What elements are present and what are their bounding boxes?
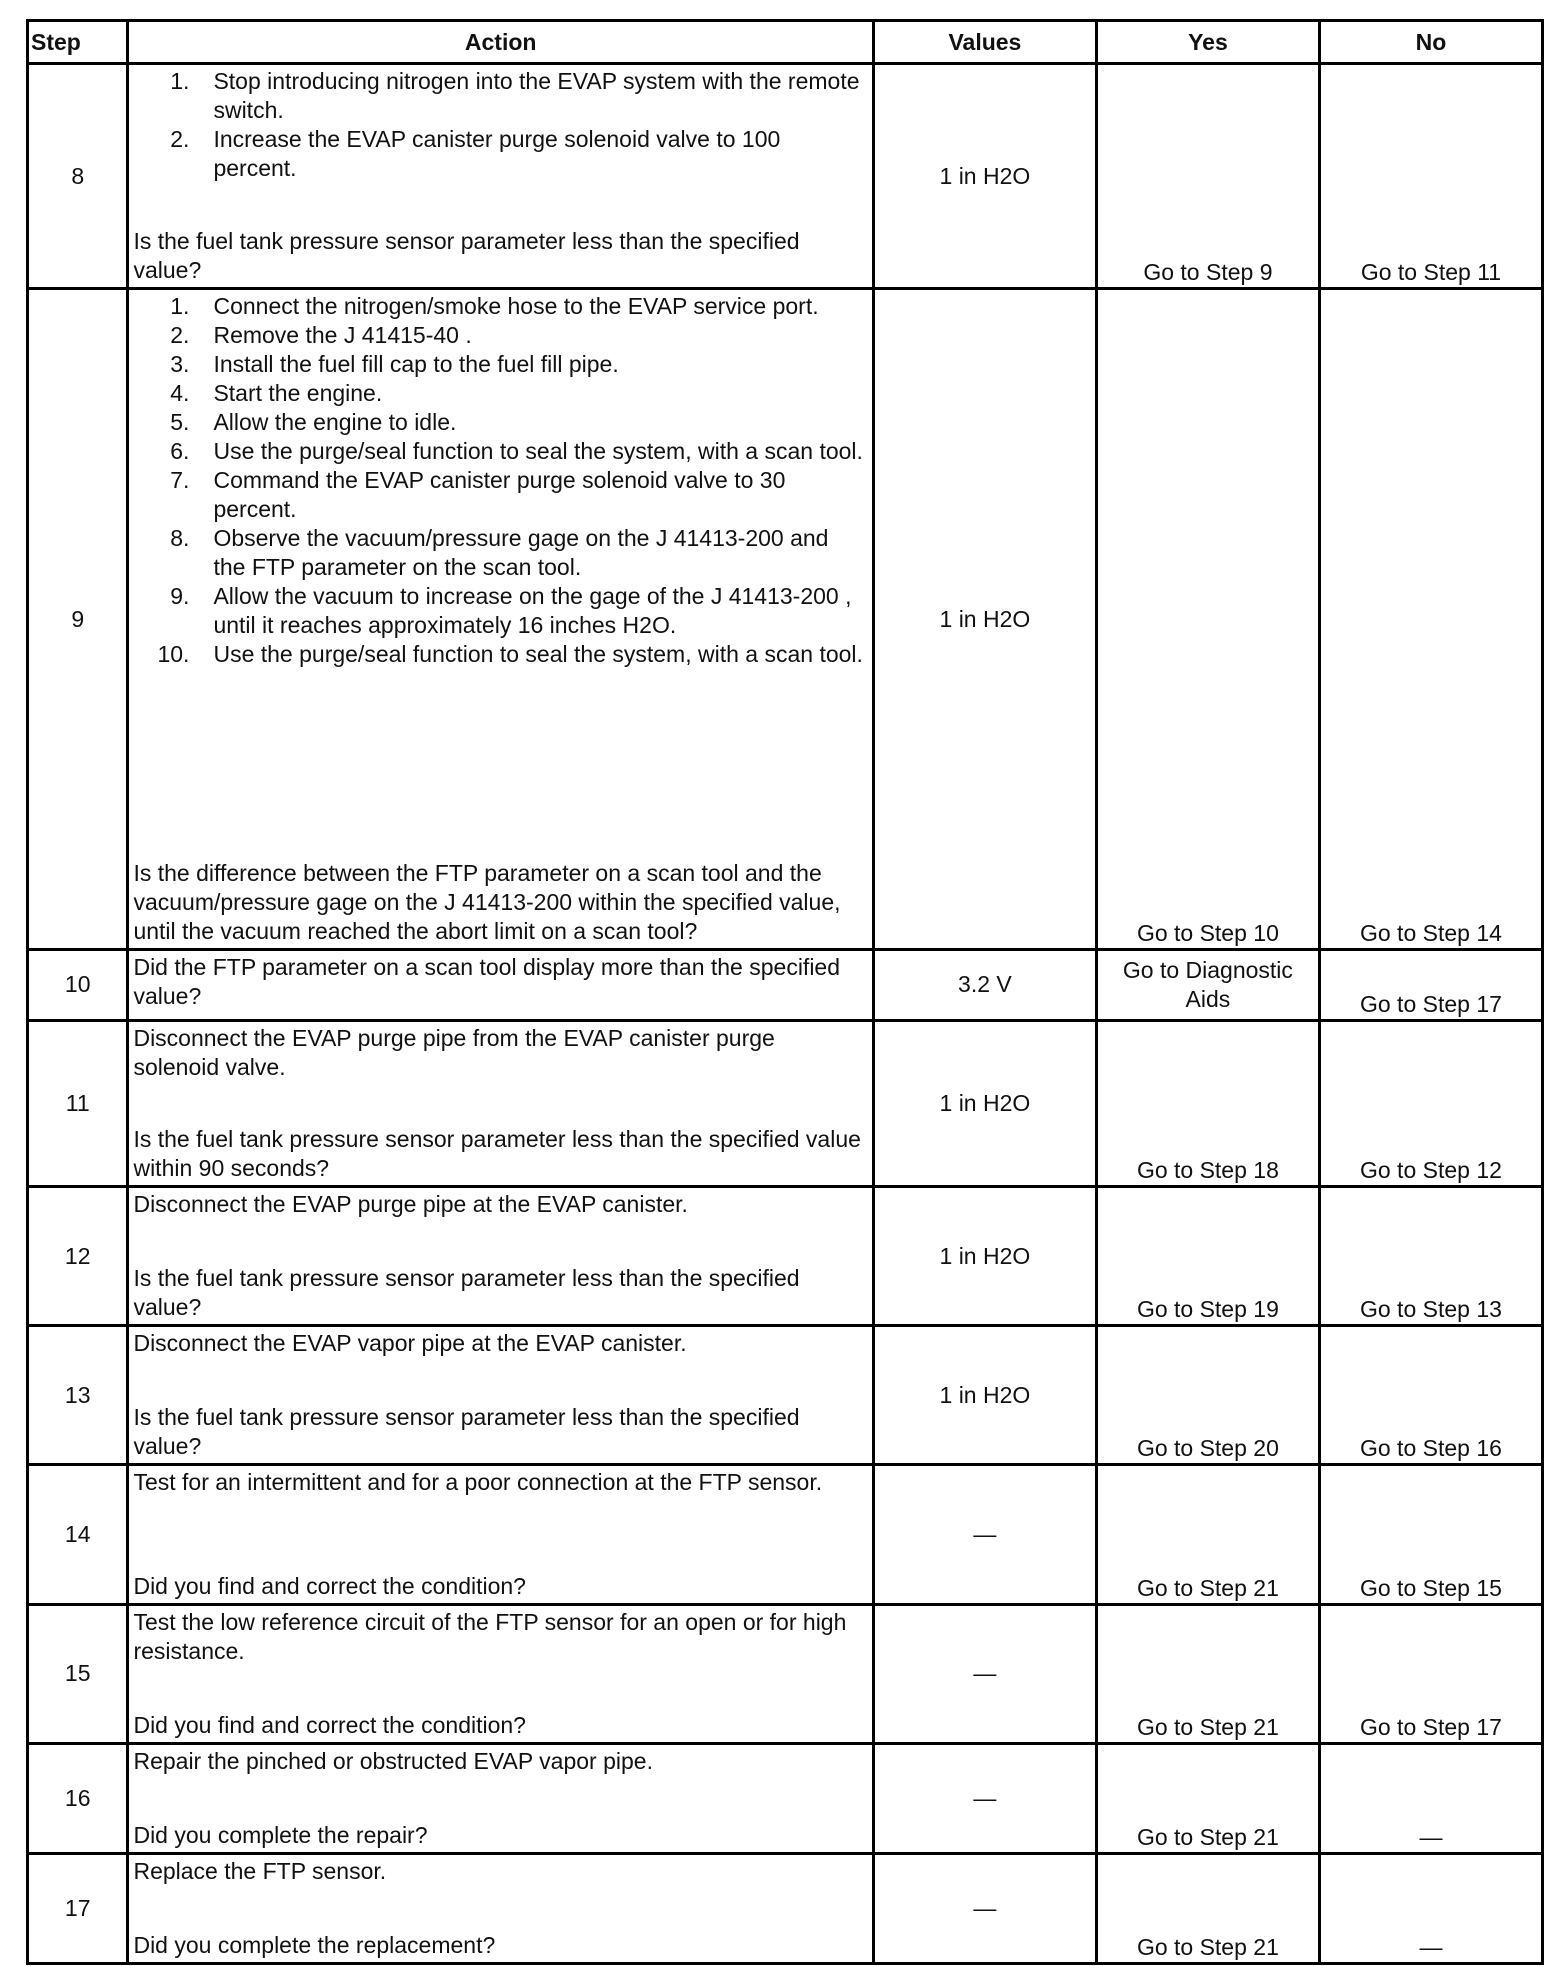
no-cell: Go to Step 17 xyxy=(1319,1604,1542,1743)
action-text: Test the low reference circuit of the FTP sensor for an open or for high resistance. xyxy=(133,1608,847,1664)
no-cell: — xyxy=(1319,1853,1542,1963)
value-cell: 1 in H2O xyxy=(873,1326,1096,1465)
table-row xyxy=(28,1743,1543,1853)
step-number: 8 xyxy=(28,64,128,289)
list-item: 8. Observe the vacuum/pressure gage on the J 41413-200 and the FTP parameter on the scan tool. xyxy=(170,525,829,581)
list-item: 4. Start the engine. xyxy=(170,380,383,407)
value-cell: 1 in H2O xyxy=(873,64,1096,289)
list-item: 6. Use the purge/seal function to seal the system, with a scan tool. xyxy=(170,438,863,465)
step-number: 10 xyxy=(28,949,128,1020)
no-cell: Go to Step 11 xyxy=(1319,64,1542,289)
list-item: 5. Allow the engine to idle. xyxy=(170,409,457,436)
list-item: 9. Allow the vacuum to increase on the gage of the J 41413-200 , until it reaches approximately 16 inches H2O. xyxy=(170,583,852,639)
action-question: Is the difference between the FTP parameter on a scan tool and the vacuum/pressure gage on the J 41413-200 within the specified value, until the vacuum reached the abort limit on a scan tool? xyxy=(133,859,841,944)
yes-cell: Go to Step 9 xyxy=(1096,64,1319,289)
action-cell xyxy=(128,64,873,289)
list-item: 1. Connect the nitrogen/smoke hose to the EVAP service port. xyxy=(170,293,819,320)
step-number: 14 xyxy=(28,1465,128,1604)
action-question: Did you complete the replacement? xyxy=(133,1932,496,1958)
yes-cell: Go to Step 21 xyxy=(1096,1743,1319,1853)
action-list xyxy=(133,292,865,669)
list-item: 2. Remove the J 41415-40 . xyxy=(170,322,472,349)
header-row xyxy=(28,21,1543,64)
value-cell: 3.2 V xyxy=(873,949,1096,1020)
action-text: Repair the pinched or obstructed EVAP vapor pipe. xyxy=(133,1747,653,1774)
value-cell: — xyxy=(873,1743,1096,1853)
header-action: Action xyxy=(128,21,873,64)
action-cell xyxy=(128,1020,873,1186)
no-cell: Go to Step 12 xyxy=(1319,1020,1542,1186)
value-cell: 1 in H2O xyxy=(873,1187,1096,1326)
action-cell xyxy=(128,1465,873,1604)
header-yes: Yes xyxy=(1096,21,1319,64)
action-question: Is the fuel tank pressure sensor parameter less than the specified value? xyxy=(133,1404,800,1460)
yes-cell: Go to Step 20 xyxy=(1096,1326,1319,1465)
step-number: 17 xyxy=(28,1853,128,1963)
step-number: 13 xyxy=(28,1326,128,1465)
header-values: Values xyxy=(873,21,1096,64)
action-question: Did you find and correct the condition? xyxy=(133,1572,526,1599)
yes-cell: Go to Step 18 xyxy=(1096,1020,1319,1186)
no-cell: — xyxy=(1319,1743,1542,1853)
yes-cell: Go to Step 10 xyxy=(1096,289,1319,950)
step-number: 15 xyxy=(28,1604,128,1743)
action-cell xyxy=(128,1604,873,1743)
action-question: Did you complete the repair? xyxy=(133,1821,428,1848)
step-number: 12 xyxy=(28,1187,128,1326)
table-row xyxy=(28,64,1543,289)
action-cell xyxy=(128,949,873,1020)
table-row xyxy=(28,1604,1543,1743)
action-cell xyxy=(128,1853,873,1963)
table-row xyxy=(28,1465,1543,1604)
step-number: 16 xyxy=(28,1743,128,1853)
value-cell: 1 in H2O xyxy=(873,289,1096,950)
action-text: Test for an intermittent and for a poor connection at the FTP sensor. xyxy=(133,1469,823,1496)
value-cell: — xyxy=(873,1604,1096,1743)
action-text: Disconnect the EVAP purge pipe from the EVAP canister purge solenoid valve. xyxy=(133,1024,775,1080)
table-row xyxy=(28,1326,1543,1465)
step-number: 9 xyxy=(28,289,128,950)
table-row xyxy=(28,1853,1543,1963)
action-cell xyxy=(128,289,873,950)
value-cell: 1 in H2O xyxy=(873,1020,1096,1186)
no-cell: Go to Step 14 xyxy=(1319,289,1542,950)
action-text: Disconnect the EVAP vapor pipe at the EVAP canister. xyxy=(133,1330,687,1357)
action-question: Is the fuel tank pressure sensor parameter less than the specified value within 90 seconds? xyxy=(133,1126,861,1182)
action-cell xyxy=(128,1187,873,1326)
no-cell: Go to Step 17 xyxy=(1319,949,1542,1020)
list-item: 2. Increase the EVAP canister purge solenoid valve to 100 percent. xyxy=(170,126,781,181)
value-cell: — xyxy=(873,1465,1096,1604)
action-list xyxy=(133,67,865,183)
list-item: 7. Command the EVAP canister purge solenoid valve to 30 percent. xyxy=(170,467,786,523)
list-item: 3. Install the fuel fill cap to the fuel fill pipe. xyxy=(170,351,619,378)
yes-cell: Go to Step 19 xyxy=(1096,1187,1319,1326)
action-cell xyxy=(128,1743,873,1853)
yes-cell: Go to Diagnostic Aids xyxy=(1096,949,1319,1020)
diagnostic-table xyxy=(26,19,1544,1965)
table-row xyxy=(28,1187,1543,1326)
action-cell xyxy=(128,1326,873,1465)
table-row xyxy=(28,289,1543,950)
no-cell: Go to Step 16 xyxy=(1319,1326,1542,1465)
header-no: No xyxy=(1319,21,1542,64)
step-number: 11 xyxy=(28,1020,128,1186)
yes-cell: Go to Step 21 xyxy=(1096,1853,1319,1963)
table-row xyxy=(28,1020,1543,1186)
no-cell: Go to Step 13 xyxy=(1319,1187,1542,1326)
table-row xyxy=(28,949,1543,1020)
list-item: 10. Use the purge/seal function to seal the system, with a scan tool. xyxy=(157,641,863,668)
action-question: Is the fuel tank pressure sensor parameter less than the specified value? xyxy=(133,228,800,284)
action-question: Is the fuel tank pressure sensor parameter less than the specified value? xyxy=(133,1265,800,1321)
yes-cell: Go to Step 21 xyxy=(1096,1604,1319,1743)
action-text: Replace the FTP sensor. xyxy=(133,1857,387,1884)
header-step: Step xyxy=(28,21,128,64)
action-question: Did you find and correct the condition? xyxy=(133,1711,526,1738)
action-question: Did the FTP parameter on a scan tool display more than the specified value? xyxy=(133,953,841,1009)
yes-cell: Go to Step 21 xyxy=(1096,1465,1319,1604)
no-cell: Go to Step 15 xyxy=(1319,1465,1542,1604)
value-cell: — xyxy=(873,1853,1096,1963)
list-item: 1. Stop introducing nitrogen into the EVAP system with the remote switch. xyxy=(170,68,860,123)
action-text: Disconnect the EVAP purge pipe at the EVAP canister. xyxy=(133,1191,688,1218)
